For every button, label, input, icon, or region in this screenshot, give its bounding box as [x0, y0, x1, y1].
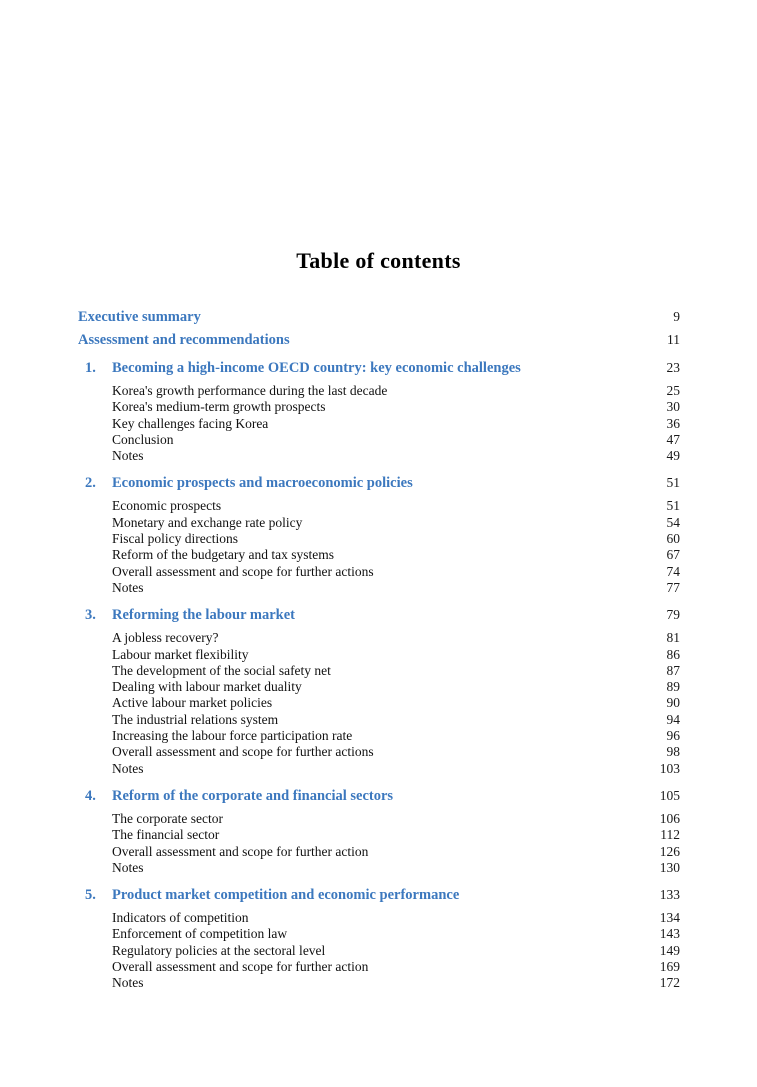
- entry-label: Indicators of competition: [112, 910, 249, 926]
- entry-page-number: 54: [666, 514, 680, 530]
- chapter-number: 1.: [85, 360, 96, 376]
- toc-chapter-entry[interactable]: [78, 606, 680, 624]
- entry-page-number: 105: [659, 787, 680, 803]
- entry-label: Overall assessment and scope for further actions: [112, 563, 374, 579]
- entry-page-number: 11: [667, 332, 680, 347]
- toc-sub-entry[interactable]: [78, 910, 680, 926]
- toc-sub-entry[interactable]: [78, 515, 680, 531]
- entry-label: Assessment and recommendations: [78, 332, 290, 348]
- entry-page-number: 49: [666, 448, 680, 464]
- entry-page-number: 112: [660, 827, 680, 843]
- entry-page-number: 98: [666, 744, 680, 760]
- entry-page-number: 77: [666, 579, 680, 595]
- entry-page-number: 87: [666, 662, 680, 678]
- toc-top-entry[interactable]: [78, 331, 680, 349]
- entry-page-number: 130: [659, 859, 680, 875]
- entry-label: Overall assessment and scope for further actions: [112, 744, 374, 760]
- toc-sub-entry[interactable]: [78, 695, 680, 711]
- entry-label: Korea's medium-term growth prospects: [112, 399, 326, 415]
- entry-page-number: 25: [666, 383, 680, 398]
- entry-label: Overall assessment and scope for further action: [112, 959, 369, 975]
- entry-page-number: 133: [659, 887, 680, 903]
- entry-page-number: 103: [659, 760, 680, 776]
- toc-sub-entry[interactable]: [78, 383, 680, 399]
- toc-chapter-entry[interactable]: [78, 474, 680, 492]
- toc-sub-entry[interactable]: [78, 399, 680, 415]
- entry-page-number: 60: [666, 531, 680, 547]
- toc-sub-entry[interactable]: [78, 744, 680, 760]
- toc-sub-entry[interactable]: [78, 827, 680, 843]
- entry-label: Labour market flexibility: [112, 646, 249, 662]
- toc-sub-entry[interactable]: [78, 811, 680, 827]
- entry-page-number: 143: [659, 926, 680, 942]
- entry-page-number: 23: [666, 360, 680, 375]
- entry-label: The development of the social safety net: [112, 662, 331, 678]
- toc-sub-entry[interactable]: [78, 416, 680, 432]
- toc-sub-entry[interactable]: [78, 959, 680, 975]
- entry-page-number: 90: [666, 695, 680, 711]
- entry-page-number: 89: [666, 679, 680, 695]
- entry-page-number: 30: [666, 399, 680, 415]
- entry-label: Notes: [112, 760, 144, 776]
- entry-label: A jobless recovery?: [112, 630, 219, 646]
- entry-label: Monetary and exchange rate policy: [112, 514, 303, 530]
- entry-label: Enforcement of competition law: [112, 926, 288, 942]
- toc-sub-entry[interactable]: [78, 531, 680, 547]
- chapter-number: 4.: [85, 787, 96, 804]
- entry-label: Economic prospects: [112, 498, 222, 514]
- entry-page-number: 106: [659, 810, 680, 826]
- entry-label: Conclusion: [112, 431, 174, 447]
- toc-sub-entry[interactable]: [78, 943, 680, 959]
- toc-sub-entry[interactable]: [78, 647, 680, 663]
- entry-page-number: 94: [666, 711, 680, 727]
- entry-label: Korea's growth performance during the last decade: [112, 383, 388, 398]
- entry-page-number: 86: [666, 646, 680, 662]
- toc-sub-entry[interactable]: [78, 498, 680, 514]
- chapter-number: 5.: [85, 887, 96, 904]
- toc-sub-entry[interactable]: [78, 860, 680, 876]
- toc-chapter-entry[interactable]: [78, 359, 680, 377]
- toc-chapter-entry[interactable]: [78, 886, 680, 904]
- entry-label: Fiscal policy directions: [112, 531, 238, 547]
- toc-sub-entry[interactable]: [78, 432, 680, 448]
- entry-label: The industrial relations system: [112, 711, 279, 727]
- entry-label: Product market competition and economic performance: [112, 887, 460, 904]
- entry-label: The financial sector: [112, 827, 220, 843]
- entry-page-number: 9: [673, 309, 680, 324]
- entry-label: Active labour market policies: [112, 695, 273, 711]
- toc-sub-entry[interactable]: [78, 761, 680, 777]
- entry-page-number: 51: [666, 475, 680, 491]
- entry-page-number: 134: [659, 910, 680, 926]
- entry-label: Reforming the labour market: [112, 607, 295, 624]
- entry-page-number: 96: [666, 728, 680, 744]
- entry-page-number: 172: [659, 975, 680, 991]
- entry-label: Notes: [112, 859, 144, 875]
- entry-page-number: 79: [666, 607, 680, 623]
- entry-label: The corporate sector: [112, 810, 223, 826]
- toc-sub-entry[interactable]: [78, 547, 680, 563]
- entry-label: Increasing the labour force participation rate: [112, 728, 353, 744]
- toc-sub-entry[interactable]: [78, 728, 680, 744]
- toc-sub-entry[interactable]: [78, 926, 680, 942]
- toc-sub-entry[interactable]: [78, 679, 680, 695]
- toc-sub-entry[interactable]: [78, 844, 680, 860]
- entry-label: Notes: [112, 579, 144, 595]
- toc-sub-entry[interactable]: [78, 564, 680, 580]
- chapter-number: 2.: [85, 475, 96, 492]
- chapter-number: 3.: [85, 607, 96, 624]
- entry-label: Reform of the budgetary and tax systems: [112, 547, 334, 563]
- entry-page-number: 126: [659, 843, 680, 859]
- entry-page-number: 81: [666, 630, 680, 646]
- entry-label: Notes: [112, 448, 144, 464]
- entry-label: Reform of the corporate and financial sectors: [112, 787, 394, 804]
- entry-page-number: 47: [666, 431, 680, 447]
- entry-page-number: 36: [666, 415, 680, 431]
- toc-sub-entry[interactable]: [78, 448, 680, 464]
- entry-label: Becoming a high-income OECD country: key economic challenges: [112, 360, 521, 376]
- entry-label: Key challenges facing Korea: [112, 415, 269, 431]
- entry-label: Regulatory policies at the sectoral level: [112, 942, 326, 958]
- entry-page-number: 74: [666, 563, 680, 579]
- entry-page-number: 169: [659, 959, 680, 975]
- entry-page-number: 67: [666, 547, 680, 563]
- entry-label: Notes: [112, 975, 144, 991]
- toc-list: [78, 308, 680, 992]
- toc-sub-entry[interactable]: [78, 663, 680, 679]
- entry-page-number: 51: [666, 498, 680, 514]
- toc-sub-entry[interactable]: [78, 712, 680, 728]
- toc-chapter-entry[interactable]: [78, 787, 680, 805]
- toc-sub-entry[interactable]: [78, 630, 680, 646]
- entry-page-number: 149: [659, 942, 680, 958]
- entry-label: Executive summary: [78, 309, 201, 325]
- toc-sub-entry[interactable]: [78, 580, 680, 596]
- entry-label: Economic prospects and macroeconomic policies: [112, 475, 413, 492]
- entry-label: Overall assessment and scope for further action: [112, 843, 369, 859]
- entry-label: Dealing with labour market duality: [112, 679, 302, 695]
- toc-top-entry[interactable]: [78, 308, 680, 326]
- toc-sub-entry[interactable]: [78, 975, 680, 991]
- page-title: Table of contents: [296, 248, 461, 273]
